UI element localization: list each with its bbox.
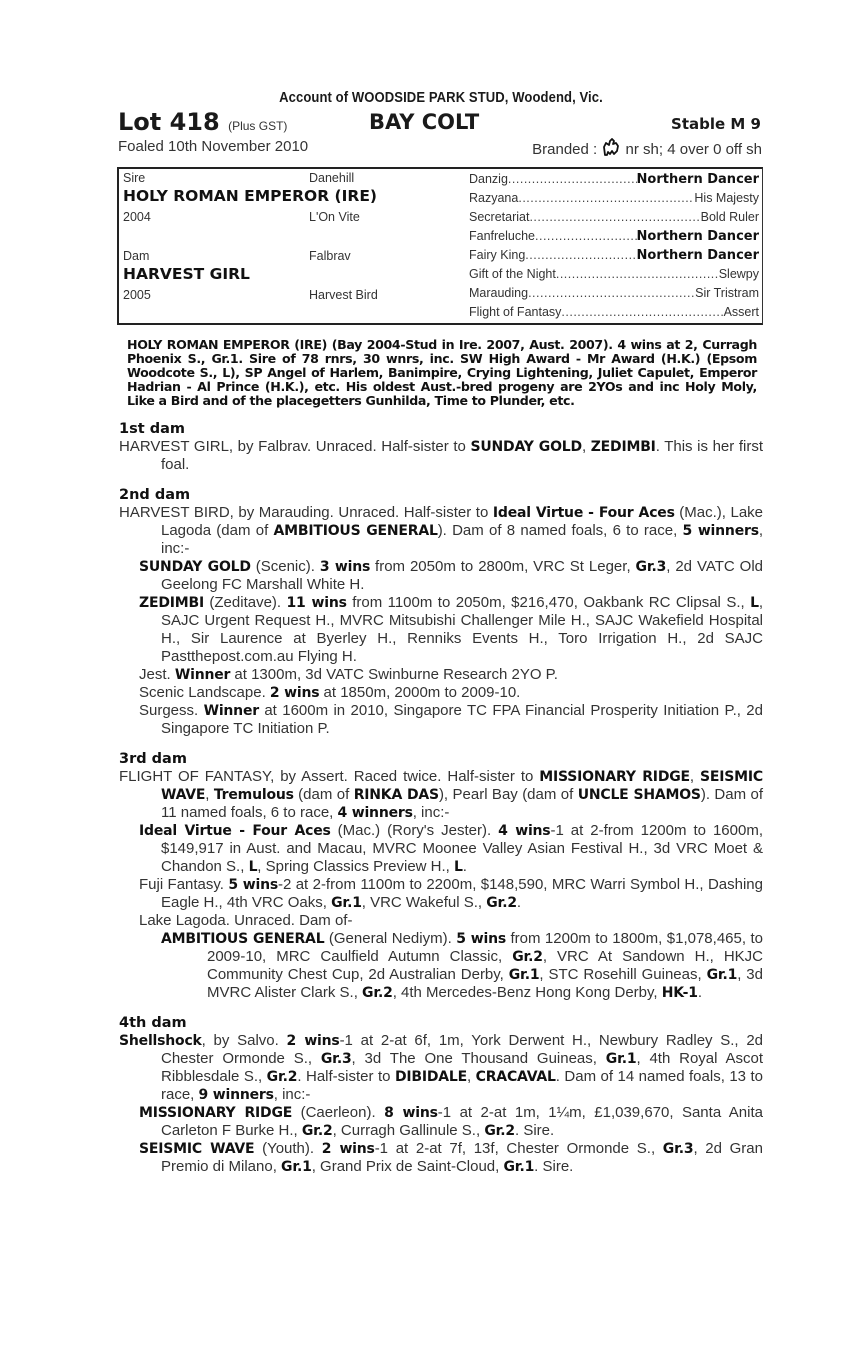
bold-highlight: Gr.1 <box>605 1051 637 1067</box>
entry-text: at 1600m in 2010, Singapore TC FPA Financial Prosperity Initiation P., 2d Singapore TC Initiation P. <box>161 702 763 737</box>
bold-highlight: 5 wins <box>456 931 506 947</box>
entry-text: , 3d The One Thousand Guineas, <box>351 1050 606 1067</box>
entry-text: , 3d MVRC Alister Clark S., <box>207 966 763 1001</box>
entry-text: -1 at 2-at 7f, 13f, Chester Ormonde S., <box>374 1140 663 1157</box>
bold-highlight: RINKA DAS <box>353 787 439 803</box>
bold-highlight: AMBITIOUS GENERAL <box>273 523 438 539</box>
bold-highlight: 2 wins <box>286 1033 340 1049</box>
bold-highlight: Winner <box>203 703 259 719</box>
entry-text: Scenic Landscape. <box>139 684 270 701</box>
leader-dots <box>556 265 719 283</box>
ancestor-sire: Northern Dancer <box>636 248 759 263</box>
bold-highlight: MISSIONARY RIDGE <box>139 1105 293 1121</box>
entry-text: from 1100m to 2050m, $216,470, Oakbank RC Clipsal S., <box>346 594 751 611</box>
ancestor-sire: Assert <box>723 305 759 319</box>
entry-text: ), Pearl Bay (dam of <box>438 786 578 803</box>
entry-text: . Dam of 14 named foals, 13 to race, <box>161 1068 763 1103</box>
entry-text: -1 at 2-at 6f, 1m, York Derwent H., Newbury Radley S., 2d Chester Ormonde S., <box>161 1032 764 1067</box>
bold-highlight: MISSIONARY RIDGE <box>539 769 690 785</box>
ancestor-name: Razyana <box>469 191 519 205</box>
catalogue-page <box>117 88 765 1176</box>
entry-text: , <box>467 1068 476 1085</box>
entry-text: . Half-sister to <box>297 1068 395 1085</box>
entry-text: , Grand Prix de Saint-Cloud, <box>311 1158 504 1175</box>
entry-text: (General Nediym). <box>324 930 457 947</box>
entry-text: . <box>516 894 522 911</box>
sire-name: HOLY ROMAN EMPEROR (IRE) <box>123 187 377 205</box>
bold-highlight: 4 winners <box>337 805 413 821</box>
branding <box>532 138 762 158</box>
entry-text: (Scenic). <box>250 558 320 575</box>
entry-text: . <box>462 858 467 875</box>
entry-text: , <box>581 438 591 455</box>
pedigree-entry <box>117 1032 763 1104</box>
entry-text: . Sire. <box>534 1158 574 1175</box>
leader-dots <box>561 303 723 321</box>
entry-text: (Mac.) (Rory's Jester). <box>330 822 499 839</box>
entry-text: (Mac.), Lake Lagoda (dam of <box>161 504 764 539</box>
entry-text: ). Dam of 8 named foals, 6 to race, <box>437 522 683 539</box>
bold-highlight: Ideal Virtue - Four Aces <box>492 505 675 521</box>
pedigree-third-gen-row <box>469 208 759 226</box>
bold-highlight: Gr.3 <box>320 1051 352 1067</box>
sire-dam: L'On Vite <box>309 210 360 224</box>
entry-text: at 1300m, 3d VATC Swinburne Research 2YO P. <box>230 666 558 683</box>
bold-highlight: SEISMIC WAVE <box>139 1141 255 1157</box>
lot-label: Lot 418 <box>118 108 220 136</box>
entry-text: Surgess. <box>139 702 204 719</box>
branded-detail: nr sh; 4 over 0 off sh <box>625 141 762 158</box>
bold-highlight: UNCLE SHAMOS <box>577 787 701 803</box>
bold-highlight: Gr.1 <box>508 967 540 983</box>
lot-gst-note: (Plus GST) <box>228 119 288 133</box>
pedigree-third-gen-row <box>469 246 759 264</box>
pedigree-third-gen-row <box>469 265 759 283</box>
entry-text: , VRC At Sandown H., HKJC Community Chest Cup, 2d Australian Derby, <box>207 948 763 983</box>
ancestor-name: Marauding <box>469 286 529 300</box>
pedigree-third-gen-row <box>469 227 759 245</box>
pedigree-entry <box>117 684 763 702</box>
bold-highlight: DIBIDALE <box>394 1069 468 1085</box>
bold-highlight: Gr.1 <box>281 1159 312 1175</box>
stable-location: Stable M 9 <box>671 115 761 133</box>
entry-text: , STC Rosehill Guineas, <box>539 966 707 983</box>
bold-highlight: Gr.2 <box>486 895 517 911</box>
foaled-date: Foaled 10th November 2010 <box>118 138 309 155</box>
dam-section <box>117 1015 765 1176</box>
ancestor-name: Gift of the Night <box>469 267 556 281</box>
entry-text: , Spring Classics Preview H., <box>257 858 455 875</box>
section-heading: 1st dam <box>119 421 185 437</box>
ancestor-name: Secretariat <box>469 210 530 224</box>
entry-text: FLIGHT OF FANTASY, by Assert. Raced twice. Half-sister to <box>119 768 540 785</box>
dam-dam: Harvest Bird <box>309 288 378 302</box>
bold-highlight: Gr.1 <box>503 1159 535 1175</box>
ancestor-name: Fairy King <box>469 248 526 262</box>
leader-dots <box>508 170 637 188</box>
bold-highlight: Gr.2 <box>484 1123 515 1139</box>
bold-highlight: 9 winners <box>198 1087 274 1103</box>
entry-text: from 1200m to 1800m, $1,078,465, to 2009-10, MRC Caulfield Autumn Classic, <box>207 930 763 965</box>
entry-text: Lake Lagoda. Unraced. Dam of- <box>139 912 353 929</box>
bold-highlight: 3 wins <box>319 559 371 575</box>
leader-dots <box>518 189 694 207</box>
entry-text: (dam of <box>293 786 354 803</box>
dam-sire: Falbrav <box>309 249 351 263</box>
entry-text: , inc:- <box>412 804 450 821</box>
pedigree-entry <box>117 876 763 912</box>
ancestor-sire: Sir Tristram <box>695 286 759 300</box>
entry-text: HARVEST BIRD, by Marauding. Unraced. Half-sister to <box>119 504 493 521</box>
pedigree-entry <box>117 594 763 666</box>
dam-label: Dam <box>123 249 150 263</box>
entry-text: , <box>689 768 701 785</box>
bold-highlight: 5 wins <box>228 877 278 893</box>
entry-text: , 4th Royal Ascot Ribblesdale S., <box>161 1050 763 1085</box>
ancestor-name: Danzig <box>469 172 508 186</box>
entry-text: , <box>205 786 214 803</box>
bold-highlight: L <box>750 595 759 611</box>
pedigree-third-gen-row <box>469 189 759 207</box>
bold-highlight: Gr.2 <box>301 1123 333 1139</box>
pedigree-third-gen-row <box>469 170 759 188</box>
bold-highlight: HK-1 <box>661 985 698 1001</box>
entry-text: ). Dam of 11 named foals, 6 to race, <box>161 786 763 821</box>
section-heading: 3rd dam <box>119 751 187 767</box>
entry-text: -2 at 2-from 1100m to 2200m, $148,590, MRC Warri Symbol H., Dashing Eagle H., 4th VRC Oaks, <box>161 876 763 911</box>
sire-year: 2004 <box>123 210 151 224</box>
bold-highlight: Gr.2 <box>512 949 543 965</box>
pedigree-entry <box>117 1140 763 1176</box>
pedigree-entry <box>117 930 763 1002</box>
entry-text: , inc:- <box>273 1086 311 1103</box>
bold-highlight: Gr.3 <box>662 1141 694 1157</box>
ancestor-sire: Northern Dancer <box>636 172 759 187</box>
bold-highlight: Tremulous <box>213 787 294 803</box>
entry-text: . <box>697 984 703 1001</box>
entry-text: , 2d Gran Premio di Milano, <box>161 1140 763 1175</box>
entry-text: (Zeditave). <box>203 594 287 611</box>
entry-text: , 4th Mercedes-Benz Hong Kong Derby, <box>392 984 662 1001</box>
bold-highlight: 11 wins <box>286 595 347 611</box>
dam-section <box>117 421 765 474</box>
dam-line-sections <box>117 421 765 1176</box>
bold-highlight: SUNDAY GOLD <box>470 439 582 455</box>
entry-text: -1 at 2-at 1m, 1¼m, £1,039,670, Santa Anita Carleton F Burke H., <box>161 1104 763 1139</box>
entry-text: -1 at 2-from 1200m to 1600m, $149,917 in Aust. and Macau, MVRC Moonee Valley Asian Festival H., 3d VRC Moet & Chandon S., <box>161 822 763 875</box>
dam-name: HARVEST GIRL <box>123 265 250 283</box>
dam-section <box>117 487 765 738</box>
pedigree-third-gen-row <box>469 284 759 302</box>
pedigree-entry <box>117 1104 763 1140</box>
bold-highlight: Ideal Virtue - Four Aces <box>139 823 331 839</box>
bold-highlight: 2 wins <box>269 685 320 701</box>
entry-text: at 1850m, 2000m to 2009-10. <box>319 684 521 701</box>
leader-dots <box>529 208 700 226</box>
entry-text: , inc:- <box>161 522 763 557</box>
lot-description: BAY COLT <box>369 110 480 134</box>
entry-text: HARVEST GIRL, by Falbrav. Unraced. Half-sister to <box>119 438 471 455</box>
bold-highlight: Gr.2 <box>266 1069 298 1085</box>
foal-details <box>117 136 765 158</box>
entry-text: . This is her first foal. <box>161 438 764 473</box>
pedigree-entry <box>117 768 763 822</box>
entry-text: (Youth). <box>254 1140 322 1157</box>
section-heading: 2nd dam <box>119 487 191 503</box>
pedigree-entry <box>117 438 763 474</box>
pedigree-entry <box>117 558 763 594</box>
section-heading: 4th dam <box>119 1015 187 1031</box>
ancestor-sire: Northern Dancer <box>636 229 759 244</box>
pedigree-table <box>117 167 763 325</box>
bold-highlight: 5 winners <box>682 523 759 539</box>
entry-text: Jest. <box>139 666 175 683</box>
bold-highlight: Gr.2 <box>362 985 393 1001</box>
bold-highlight: Winner <box>174 667 231 683</box>
bold-highlight: 8 wins <box>384 1105 438 1121</box>
sire-label: Sire <box>123 171 146 185</box>
vendor-account: Account of WOODSIDE PARK STUD, Woodend, Vic. <box>279 90 603 106</box>
bold-highlight: AMBITIOUS GENERAL <box>161 931 325 947</box>
sire-sire: Danehill <box>309 171 355 185</box>
branded-label: Branded : <box>532 141 598 158</box>
entry-text: , SAJC Urgent Request H., MVRC Mitsubishi Challenger Mile H., SAJC Wakefield Hospital H., Sir Laurence at Byerley H., Renniks Events H., Toro Irrigation H., 2d SAJC Pastthepost.com.au Flying H. <box>161 594 763 665</box>
bold-highlight: Gr.3 <box>635 559 667 575</box>
leader-dots <box>535 227 637 245</box>
dam-section <box>117 751 765 1002</box>
entry-text: , Curragh Gallinule S., <box>332 1122 485 1139</box>
bold-highlight: 2 wins <box>321 1141 375 1157</box>
ancestor-sire: His Majesty <box>694 191 759 205</box>
entry-text: , VRC Wakeful S., <box>361 894 487 911</box>
bold-highlight: ZEDIMBI <box>139 595 204 611</box>
bold-highlight: Gr.1 <box>331 895 362 911</box>
bold-highlight: L <box>454 859 463 875</box>
pedigree-third-gen-row <box>469 303 759 321</box>
bold-highlight: L <box>248 859 258 875</box>
entry-text: from 2050m to 2800m, VRC St Leger, <box>370 558 636 575</box>
lot-header <box>117 108 765 136</box>
ancestor-sire: Slewpy <box>718 267 759 281</box>
bold-highlight: Shellshock <box>119 1033 202 1049</box>
dam-year: 2005 <box>123 288 151 302</box>
bold-highlight: CRACAVAL <box>475 1069 556 1085</box>
sire-summary: HOLY ROMAN EMPEROR (IRE) (Bay 2004-Stud in Ire. 2007, Aust. 2007). 4 wins at 2, Curragh Phoenix S., Gr.1. Sire of 78 rnrs, 30 wnrs, inc. SW High Award - Mr Award (H.K.) (Epsom Woodcote S., L), SP Angel of Harlem, Banimpire, Crying Lightening, Juliet Capulet, Emperor Hadrian - Al Prince (H.K.), etc. His oldest Aust.-bred progeny are 2YOs and inc Holy Moly, Like a Bird and of the placegetters Gunhilda, Time to Plunder, etc. <box>127 337 757 408</box>
entry-text: , by Salvo. <box>201 1032 287 1049</box>
entry-text: Fuji Fantasy. <box>139 876 229 893</box>
bold-highlight: Gr.1 <box>706 967 738 983</box>
entry-text: , 2d VATC Old Geelong FC Marshall White H. <box>161 558 764 593</box>
bold-highlight: SEISMIC WAVE <box>161 769 763 803</box>
bold-highlight: SUNDAY GOLD <box>139 559 251 575</box>
bold-highlight: 4 wins <box>498 823 551 839</box>
pedigree-entry <box>117 702 763 738</box>
entry-text: (Caerleon). <box>292 1104 385 1121</box>
pedigree-entry <box>117 504 763 558</box>
entry-text: . Sire. <box>514 1122 555 1139</box>
pedigree-entry <box>117 822 763 876</box>
ancestor-sire: Bold Ruler <box>700 210 759 224</box>
pedigree-entry <box>117 912 763 930</box>
leader-dots <box>528 284 695 302</box>
ancestor-name: Flight of Fantasy <box>469 305 562 319</box>
leader-dots <box>525 246 636 264</box>
ancestor-name: Fanfreluche <box>469 229 536 243</box>
bold-highlight: ZEDIMBI <box>590 439 656 455</box>
pedigree-entry <box>117 666 763 684</box>
brand-mark-icon <box>601 138 621 156</box>
